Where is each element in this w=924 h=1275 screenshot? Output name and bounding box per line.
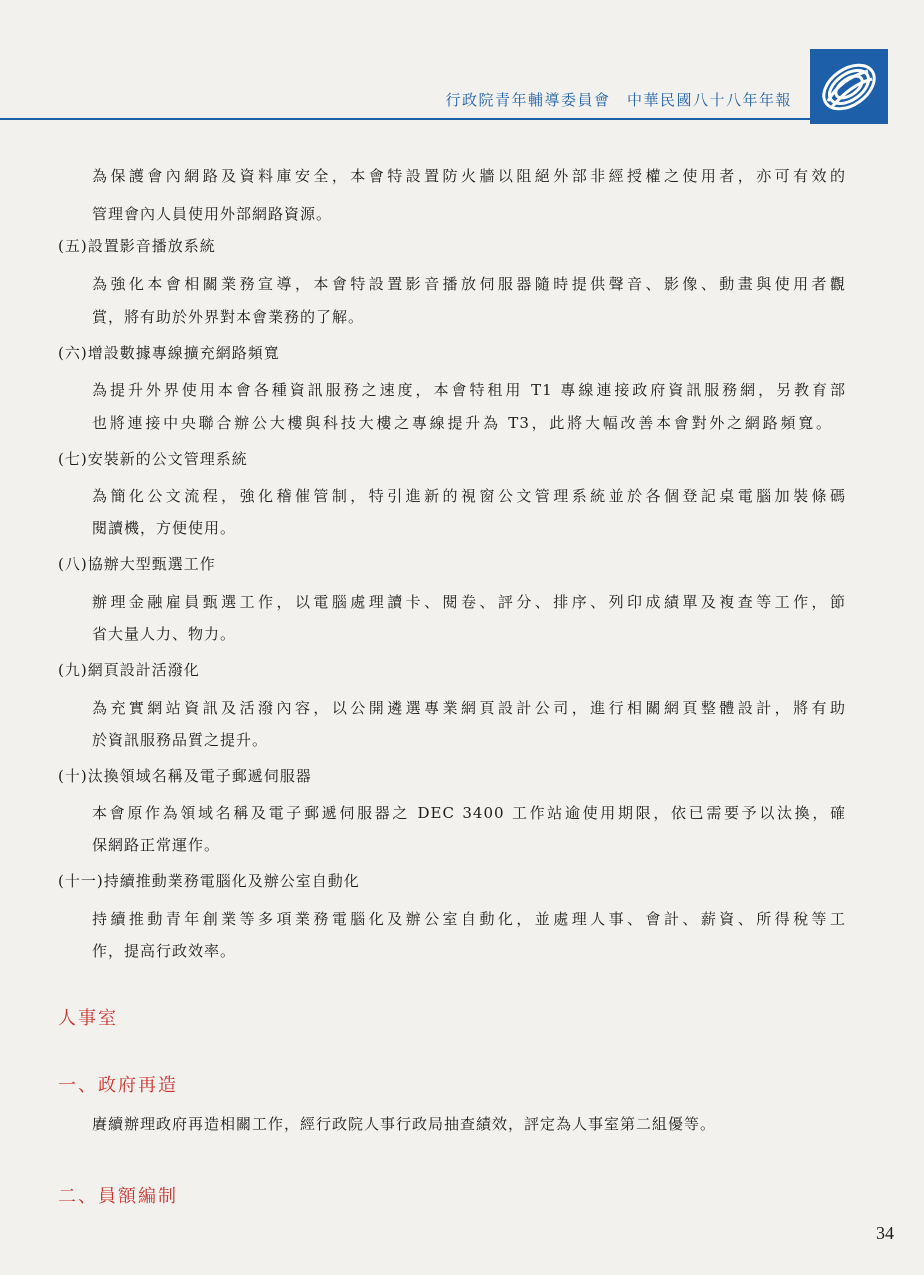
body-line: 為強化本會相關業務宣導，本會特設置影音播放伺服器隨時提供聲音、影像、動畫與使用者觀	[92, 275, 846, 293]
body-line: 為提升外界使用本會各種資訊服務之速度，本會特租用 T1 專線連接政府資訊服務網，另教育部	[92, 381, 846, 399]
body-line: 於資訊服務品質之提升。	[92, 731, 269, 749]
subheading-7: (七)安裝新的公文管理系統	[58, 450, 248, 468]
subheading-11: (十一)持續推動業務電腦化及辦公室自動化	[58, 872, 360, 890]
header-title: 行政院青年輔導委員會 中華民國八十八年年報	[445, 91, 792, 109]
body-line: 為簡化公文流程，強化稽催管制，特引進新的視窗公文管理系統並於各個登記桌電腦加裝條碼	[92, 487, 846, 505]
subheading-9: (九)網頁設計活潑化	[58, 661, 200, 679]
body-line: 持續推動青年創業等多項業務電腦化及辦公室自動化，並處理人事、會計、薪資、所得稅等工	[92, 910, 846, 928]
subheading-10: (十)汰換領域名稱及電子郵遞伺服器	[58, 767, 312, 785]
subheading-5: (五)設置影音播放系統	[58, 237, 216, 255]
body-line: 省大量人力、物力。	[92, 625, 237, 643]
page-number: 34	[876, 1223, 894, 1243]
body-line: 賞，將有助於外界對本會業務的了解。	[92, 308, 365, 326]
body-line: 賡續辦理政府再造相關工作，經行政院人事行政局抽查績效，評定為人事室第二組優等。	[92, 1115, 717, 1133]
section-heading-personnel: 人事室	[58, 1008, 118, 1029]
header-rule	[0, 118, 812, 120]
body-line: 本會原作為領域名稱及電子郵遞伺服器之 DEC 3400 工作站逾使用期限，依已需要予以汰換，確	[92, 804, 846, 822]
section-heading-reengineering: 一、政府再造	[58, 1075, 178, 1096]
subheading-6: (六)增設數據專線擴充網路頻寬	[58, 344, 280, 362]
ring-logo-icon	[810, 49, 888, 124]
body-line: 為充實網站資訊及活潑內容，以公開遴選專業網頁設計公司，進行相關網頁整體設計，將有助	[92, 699, 846, 717]
body-line: 閱讀機，方便使用。	[92, 519, 237, 537]
body-line: 辦理金融雇員甄選工作，以電腦處理讀卡、閱卷、評分、排序、列印成績單及複查等工作，節	[92, 593, 846, 611]
subheading-8: (八)協辦大型甄選工作	[58, 555, 216, 573]
body-line: 管理會內人員使用外部網路資源。	[92, 205, 333, 223]
body-line: 作，提高行政效率。	[92, 942, 237, 960]
body-line: 也將連接中央聯合辦公大樓與科技大樓之專線提升為 T3，此將大幅改善本會對外之網路頻寬。	[92, 414, 832, 432]
body-line: 保網路正常運作。	[92, 836, 221, 854]
body-line: 為保護會內網路及資料庫安全，本會特設置防火牆以阻絕外部非經授權之使用者，亦可有效的	[92, 167, 846, 185]
section-heading-staff: 二、員額編制	[58, 1186, 178, 1207]
